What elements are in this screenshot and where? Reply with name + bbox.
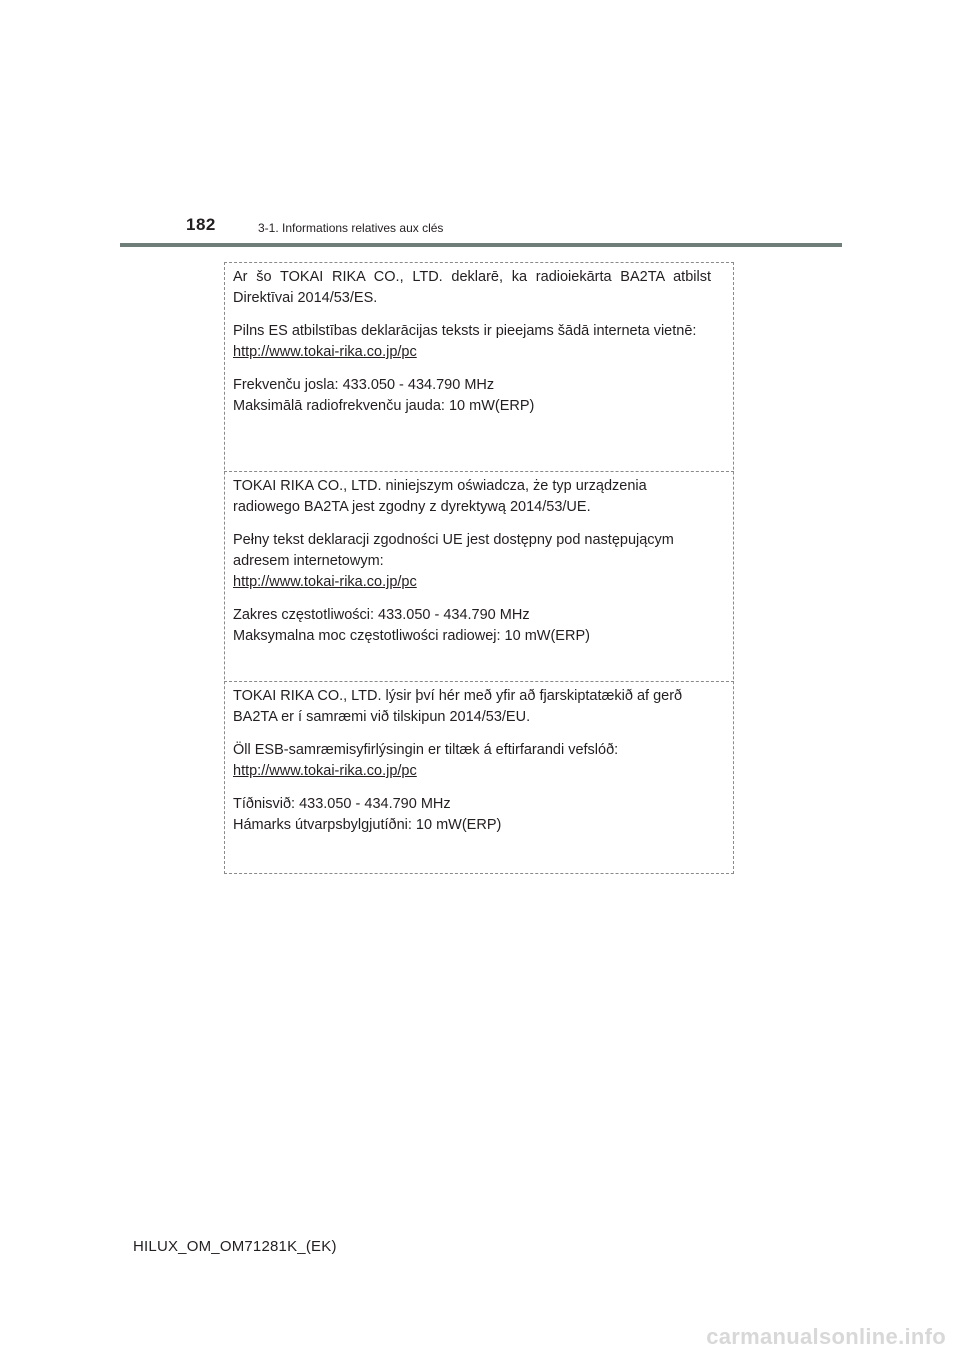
declaration-link[interactable]: http://www.tokai-rika.co.jp/pc [233, 763, 417, 779]
conformity-statement: Ar šo TOKAI RIKA CO., LTD. deklarē, ka radioiekārta BA2TA atbilst Direktīvai 2014/53/ES. [233, 269, 711, 306]
section-title: 3-1. Informations relatives aux clés [258, 221, 444, 235]
declaration-link[interactable]: http://www.tokai-rika.co.jp/pc [233, 344, 417, 360]
conformity-statement: TOKAI RIKA CO., LTD. niniejszym oświadcza, że typ urządzenia radiowego BA2TA jest zgodny z dyrektywą 2014/53/UE. [233, 478, 647, 515]
full-text-notice: Pilns ES atbilstības deklarācijas teksts ir pieejams šādā interneta vietnē: [233, 323, 697, 339]
header-rule [120, 243, 842, 247]
max-power: Hámarks útvarpsbylgjutíðni: 10 mW(ERP) [233, 817, 502, 833]
manual-code: HILUX_OM_OM71281K_(EK) [133, 1238, 337, 1255]
page-number: 182 [186, 215, 216, 234]
declaration-icelandic [233, 686, 711, 836]
declaration-polish [233, 476, 711, 647]
max-power: Maksimālā radiofrekvenču jauda: 10 mW(ERP) [233, 398, 535, 414]
full-text-notice: Öll ESB-samræmisyfirlýsingin er tiltæk á eftirfarandi vefslóð: [233, 742, 619, 758]
watermark: carmanualsonline.info [706, 1324, 946, 1349]
max-power: Maksymalna moc częstotliwości radiowej: 10 mW(ERP) [233, 628, 590, 644]
frequency-band: Zakres częstotliwości: 433.050 - 434.790 MHz [233, 607, 530, 623]
declaration-separator [224, 681, 734, 682]
frequency-band: Frekvenču josla: 433.050 - 434.790 MHz [233, 377, 495, 393]
full-text-notice: Pełny tekst deklaracji zgodności UE jest dostępny pod następującym adresem internetowym: [233, 532, 674, 569]
declaration-separator [224, 471, 734, 472]
declaration-link[interactable]: http://www.tokai-rika.co.jp/pc [233, 574, 417, 590]
conformity-statement: TOKAI RIKA CO., LTD. lýsir því hér með yfir að fjarskiptatækið af gerð BA2TA er í samræmi við tilskipun 2014/53/EU. [233, 688, 683, 725]
declaration-latvian [233, 267, 711, 417]
frequency-band: Tíðnisvið: 433.050 - 434.790 MHz [233, 796, 451, 812]
